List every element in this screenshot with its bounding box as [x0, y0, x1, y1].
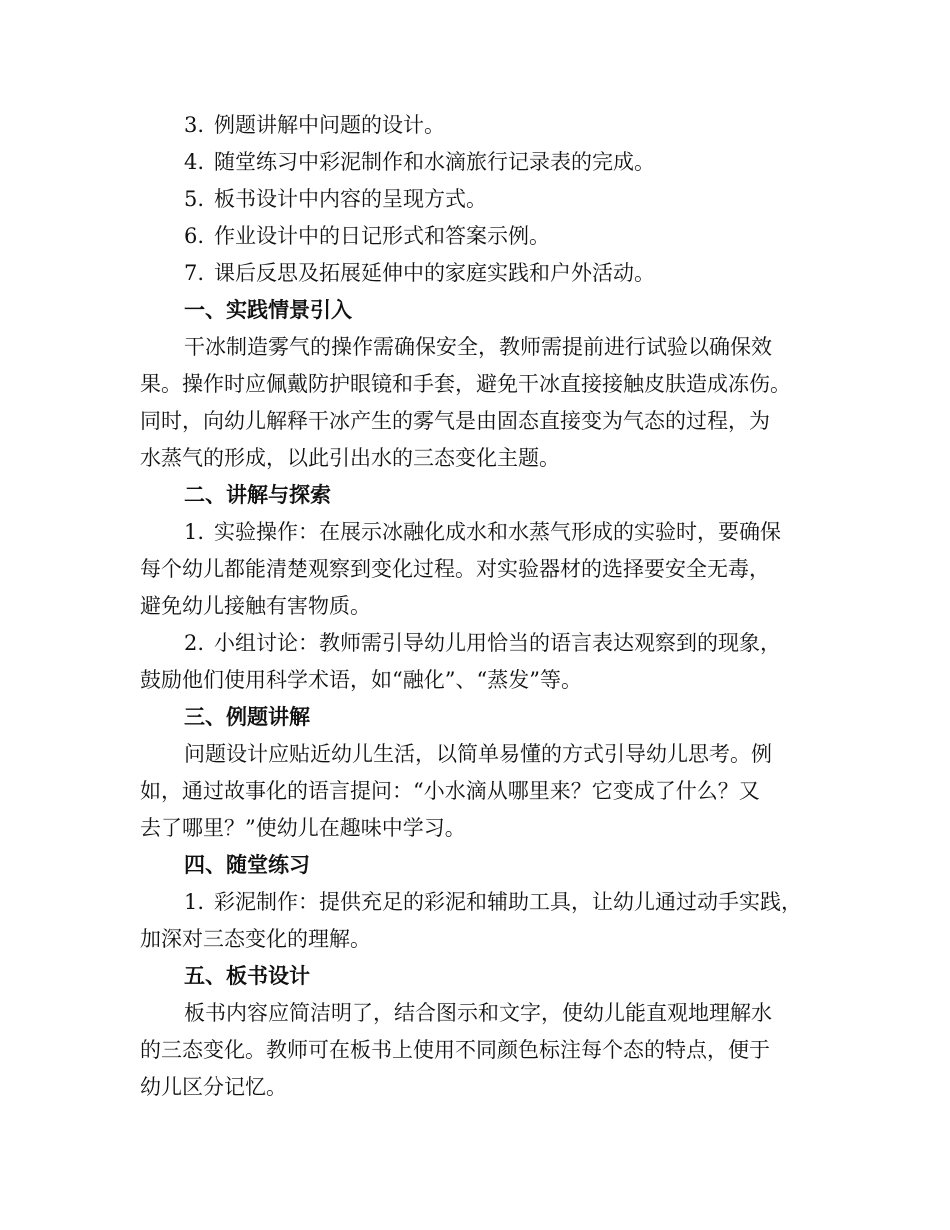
- section-heading-example-explain: 三、例题讲解: [184, 705, 310, 729]
- list-text: 随堂练习中彩泥制作和水滴旅行记录表的完成。: [214, 150, 655, 174]
- list-text: 作业设计中的日记形式和答案示例。: [214, 224, 550, 248]
- paragraph-line: 干冰制造雾气的操作需确保安全，教师需提前进行试验以确保效: [184, 335, 772, 359]
- paragraph-text: 实验操作：在展示冰融化成水和水蒸气形成的实验时，要确保: [214, 520, 781, 544]
- paragraph-line: 问题设计应贴近幼儿生活，以简单易懂的方式引导幼儿思考。例: [184, 742, 772, 766]
- list-number: 1.: [184, 520, 205, 544]
- list-text: 课后反思及拓展延伸中的家庭实践和户外活动。: [214, 261, 655, 285]
- document-body: [140, 107, 810, 1106]
- list-number: 6.: [184, 224, 205, 248]
- paragraph-line: 幼儿区分记忆。: [140, 1075, 287, 1099]
- paragraph-line: 加深对三态变化的理解。: [140, 927, 371, 951]
- list-item-4: [140, 144, 810, 181]
- paragraph-line: 板书内容应简洁明了，结合图示和文字，使幼儿能直观地理解水: [184, 1001, 772, 1025]
- list-number: 2.: [184, 631, 205, 655]
- list-item-3: [140, 107, 810, 144]
- paragraph-line: 果。操作时应佩戴防护眼镜和手套，避免干冰直接接触皮肤造成冻伤。: [140, 372, 791, 396]
- list-item-7: [140, 255, 810, 292]
- numbered-paragraph-first-line: [140, 884, 810, 921]
- list-item-6: [140, 218, 810, 255]
- list-text: 板书设计中内容的呈现方式。: [214, 187, 487, 211]
- paragraph-line: 的三态变化。教师可在板书上使用不同颜色标注每个态的特点，便于: [140, 1038, 770, 1062]
- paragraph-line: 鼓励他们使用科学术语，如“融化”、“蒸发”等。: [140, 668, 582, 692]
- numbered-paragraph-first-line: [140, 625, 810, 662]
- section-heading-explain-explore: 二、讲解与探索: [184, 483, 331, 507]
- paragraph-line: 同时，向幼儿解释干冰产生的雾气是由固态直接变为气态的过程，为: [140, 409, 770, 433]
- list-number: 3.: [184, 113, 205, 137]
- list-number: 5.: [184, 187, 205, 211]
- paragraph-line: 如，通过故事化的语言提问：“小水滴从哪里来？它变成了什么？又: [140, 779, 760, 803]
- paragraph-line: 每个幼儿都能清楚观察到变化过程。对实验器材的选择要安全无毒，: [140, 557, 770, 581]
- paragraph-text: 小组讨论：教师需引导幼儿用恰当的语言表达观察到的现象，: [214, 631, 781, 655]
- list-item-5: [140, 181, 810, 218]
- section-heading-board-design: 五、板书设计: [184, 964, 310, 988]
- paragraph-text: 彩泥制作：提供充足的彩泥和辅助工具，让幼儿通过动手实践，: [214, 890, 802, 914]
- list-number: 1.: [184, 890, 205, 914]
- paragraph-line: 去了哪里？”使幼儿在趣味中学习。: [140, 816, 466, 840]
- paragraph-line: 避免幼儿接触有害物质。: [140, 594, 371, 618]
- section-heading-practice-intro: 一、实践情景引入: [184, 298, 352, 322]
- section-heading-class-practice: 四、随堂练习: [184, 853, 310, 877]
- numbered-paragraph-first-line: [140, 514, 810, 551]
- list-number: 7.: [184, 261, 205, 285]
- paragraph-line: 水蒸气的形成，以此引出水的三态变化主题。: [140, 446, 560, 470]
- list-number: 4.: [184, 150, 205, 174]
- list-text: 例题讲解中问题的设计。: [214, 113, 445, 137]
